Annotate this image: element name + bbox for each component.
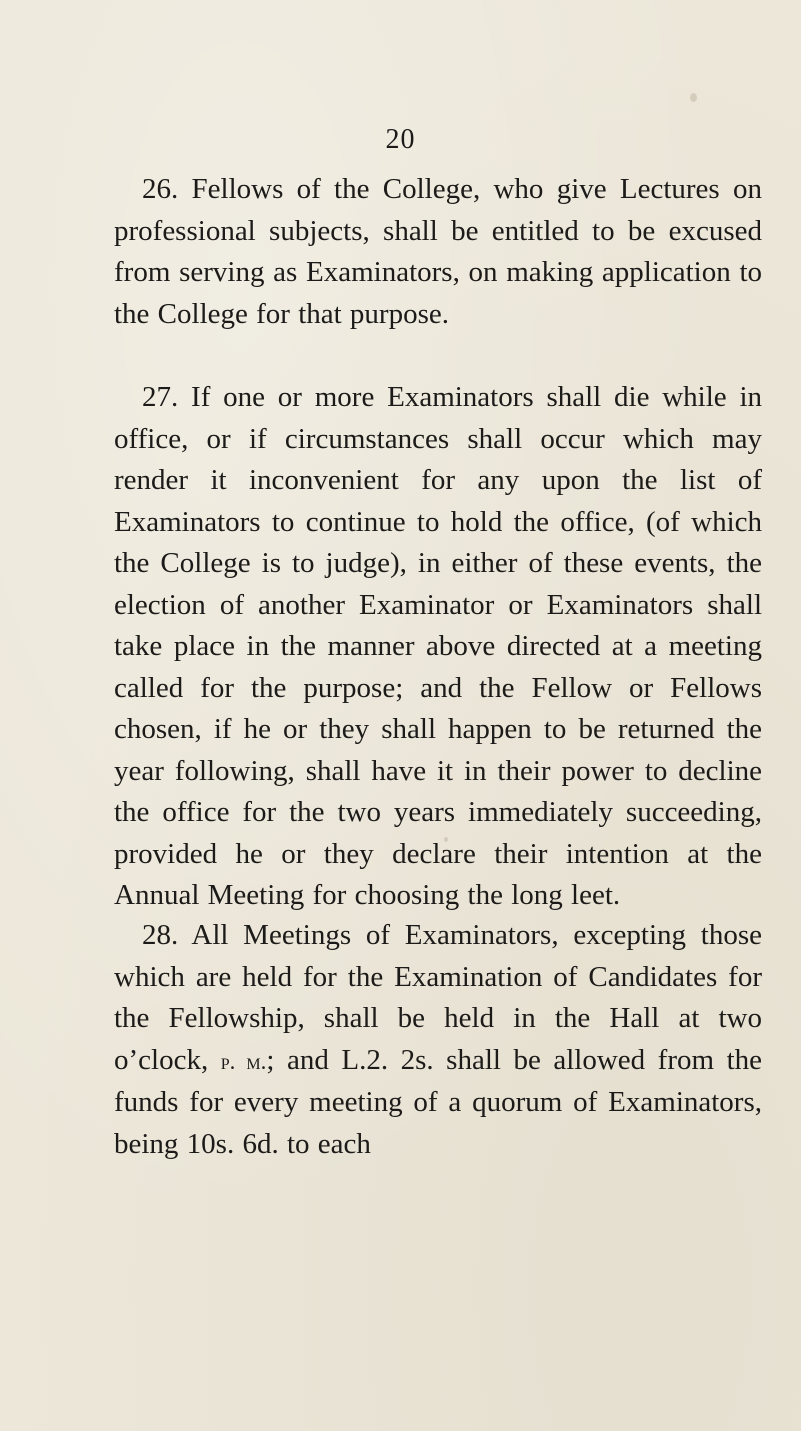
paragraph-text [114,915,762,1165]
paragraph-text-part: ; and L.2. 2s. shall be allowed from the funds for every meeting of a quorum of Examinators, being 10s. 6d. to each [114,1043,763,1160]
paragraph-27 [114,377,762,917]
page-number: 20 [385,124,416,155]
time-abbreviation: p. m. [220,1048,267,1074]
paragraph-28 [114,915,762,1165]
paper-stain [690,93,697,102]
paragraph-26 [114,169,762,335]
paragraph-text: 27. If one or more Examinators shall die while in office, or if circumstances shall occur which may render it inconvenient for any upon the list of Examinators to continue to hold the office, (of which the College is to judge), in either of these events, the election of another Examinator or Examinators shall take place in the manner above directed at a meeting called for the purpose; and the Fellow or Fellows chosen, if he or they shall happen to be returned the year following, shall have it in their power to decline the office for the two years immediately succeeding, provided he or they declare their intention at the Annual Meeting for choosing the long leet. [114,381,762,911]
paragraph-text: 26. Fellows of the College, who give Lectures on professional subjects, shall be entitled to be excused from serving as Examinators, on making application to the College for that purpose. [114,173,762,330]
paragraph-text-part: 28. All Meetings of Examinators, excepting those which are held for the Examination of Candidates for the Fellowship, shall be held in the Hall at two o’clock, [114,919,762,1076]
